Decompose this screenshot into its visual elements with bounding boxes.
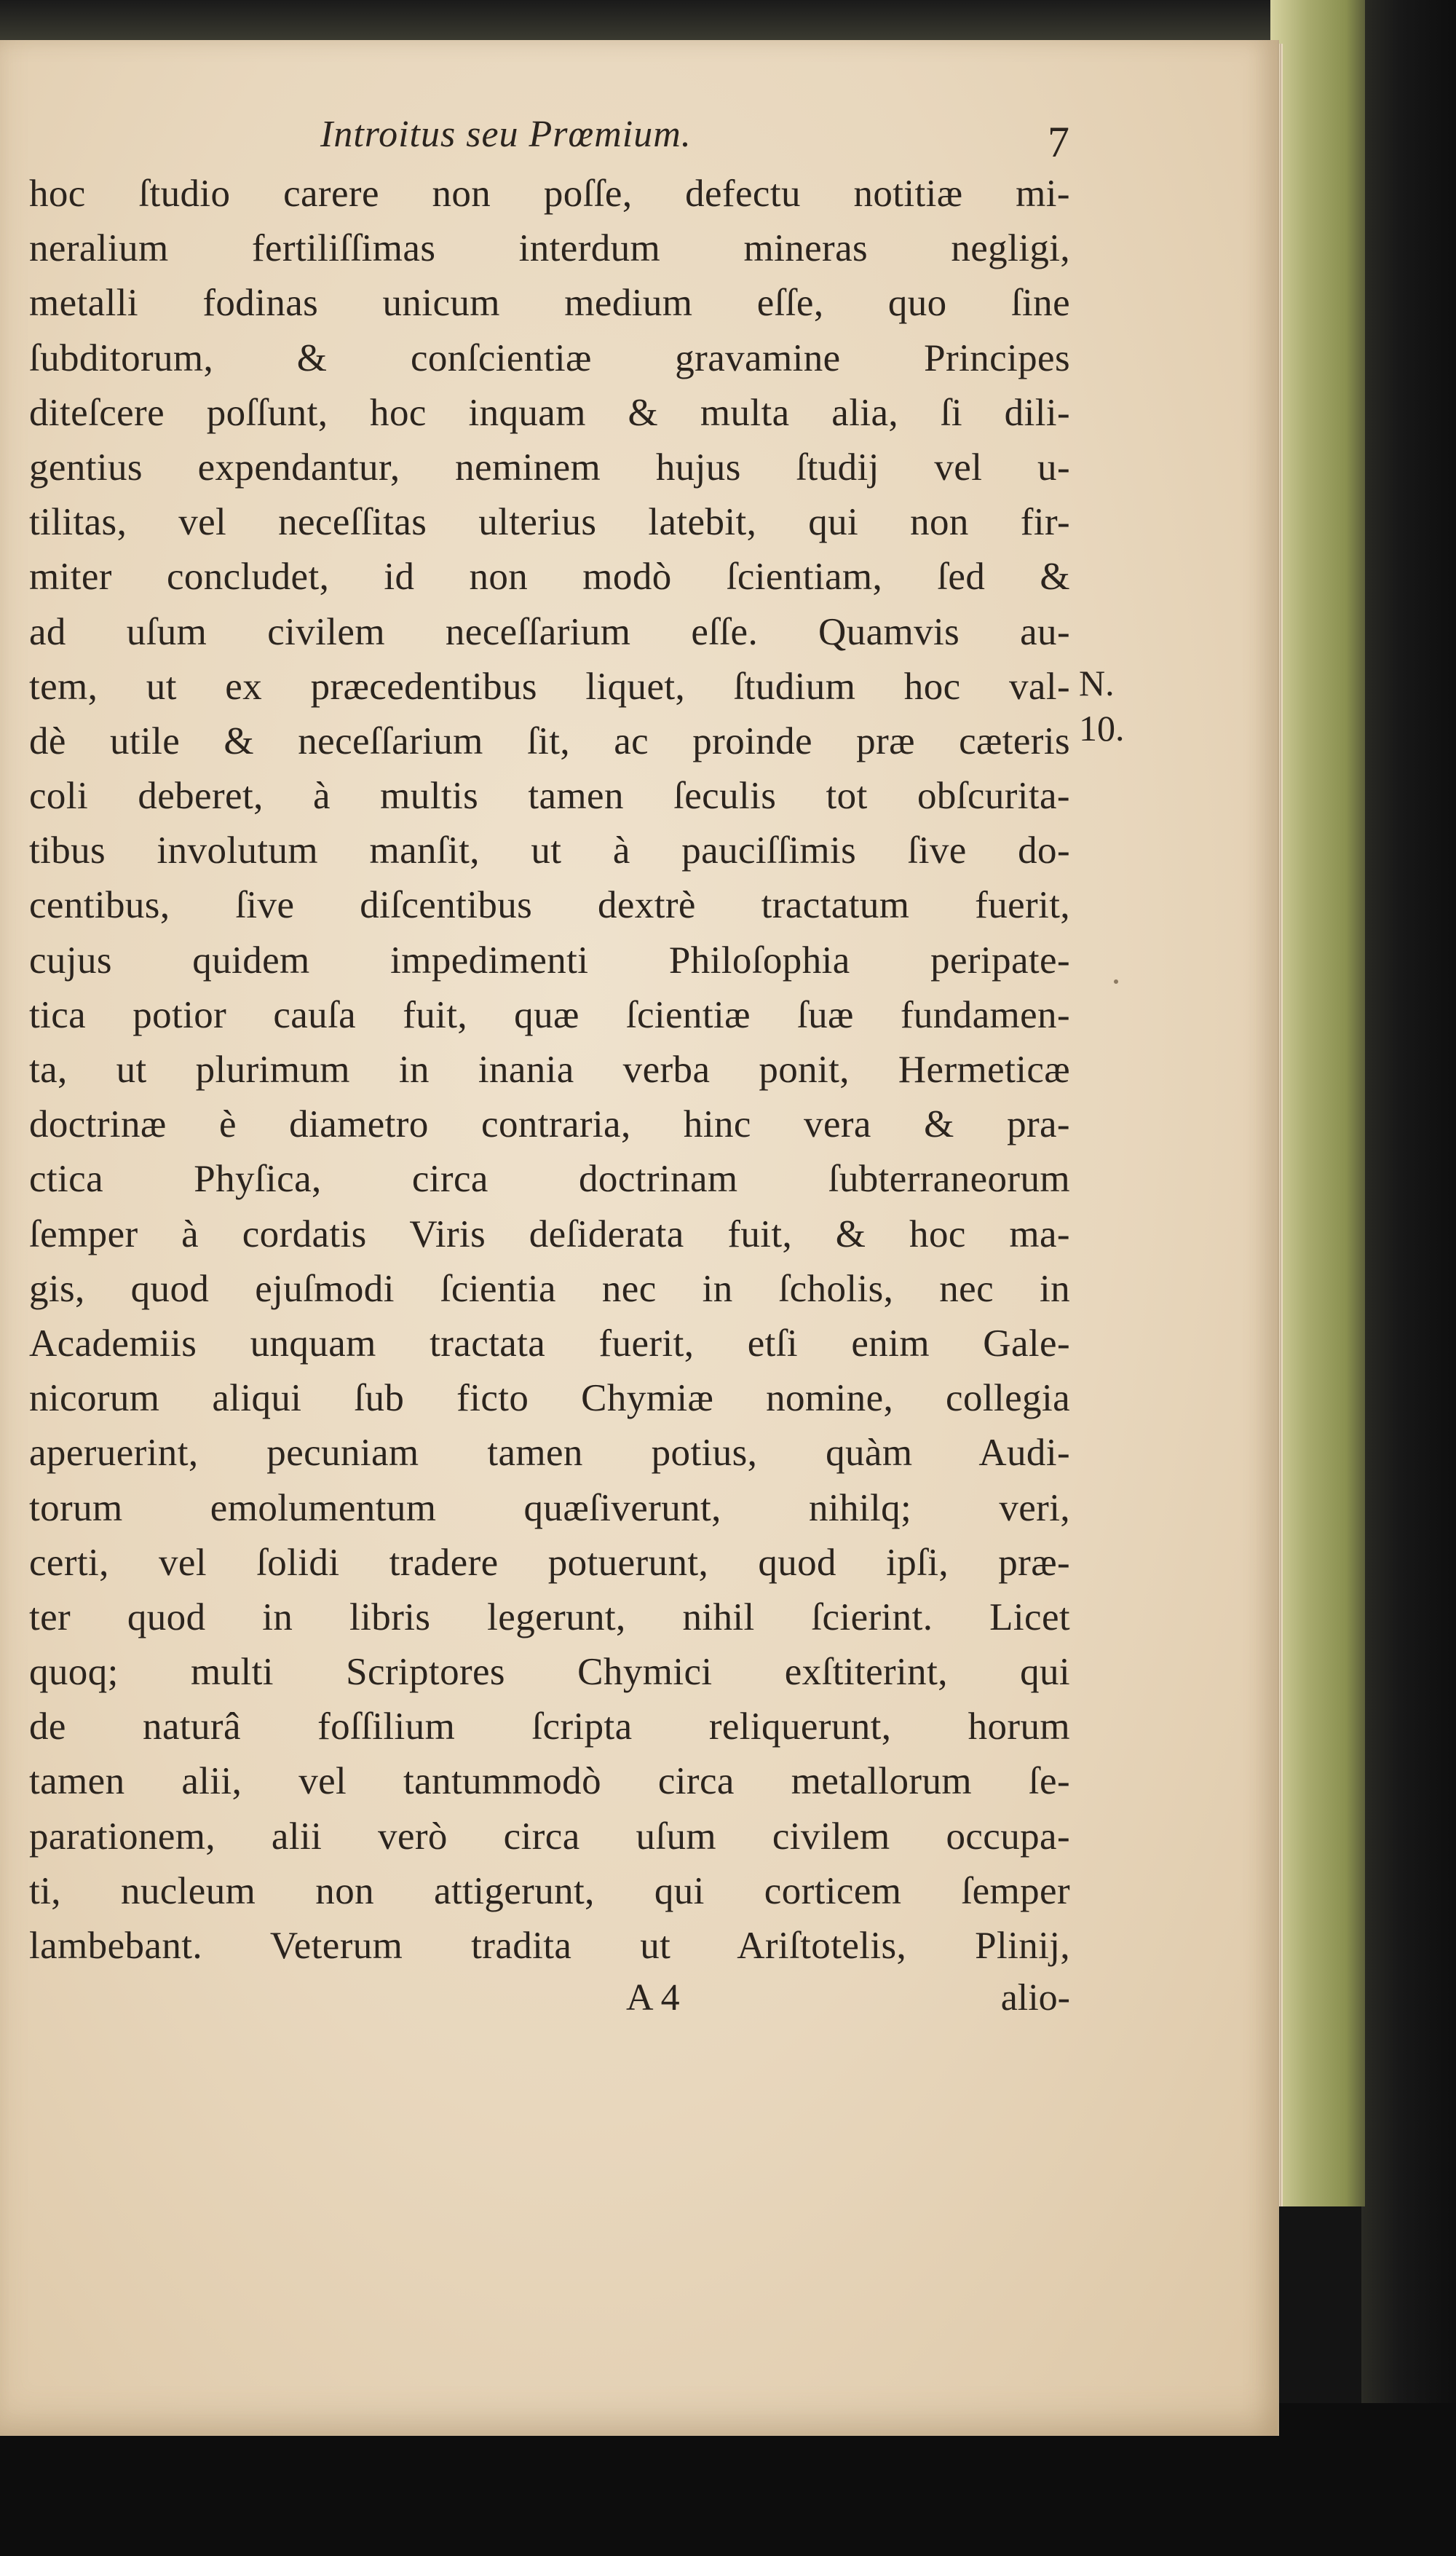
text-line: diteſcere poſſunt, hoc inquam & multa alia, ſi dili- [29, 391, 1070, 434]
text-line: nicorum aliqui ſub ficto Chymiæ nomine, collegia [29, 1377, 1070, 1420]
page-footer [29, 1973, 1070, 2024]
text-line: tica potior cauſa fuit, quæ ſcientiæ ſuæ fundamen- [29, 993, 1070, 1036]
text-line: miter concludet, id non modò ſcientiam, ſed & [29, 556, 1070, 599]
text-line: hoc ſtudio carere non poſſe, defectu notitiæ mi- [29, 173, 1070, 215]
text-line: ta, ut plurimum in inania verba ponit, Hermeticæ [29, 1049, 1070, 1091]
running-head [29, 113, 1070, 167]
text-line: Academiis unquam tractata fuerit, etſi enim Gale- [29, 1322, 1070, 1365]
text-line: lambebant. Veterum tradita ut Ariſtotelis, Plinij, [29, 1925, 1070, 1967]
book-page [0, 40, 1279, 2436]
text-line: ter quod in libris legerunt, nihil ſcierint. Licet [29, 1595, 1070, 1638]
text-block [29, 113, 1070, 2024]
text-line: de naturâ foſſilium ſcripta reliquerunt, horum [29, 1705, 1070, 1748]
text-line: doctrinæ è diametro contraria, hinc vera & pra- [29, 1103, 1070, 1146]
body-text [29, 167, 1070, 1973]
book-binding [1270, 0, 1365, 2206]
text-line: ſubditorum, & conſcientiæ gravamine Principes [29, 336, 1070, 379]
text-line: certi, vel ſolidi tradere potuerunt, quod ipſi, præ- [29, 1541, 1070, 1584]
margin-note-line: 10. [1079, 708, 1125, 749]
text-line: coli deberet, à multis tamen ſeculis tot obſcurita- [29, 775, 1070, 818]
text-line: cujus quidem impedimenti Philoſophia peripate- [29, 939, 1070, 982]
text-line: gentius expendantur, neminem hujus ſtudij vel u- [29, 446, 1070, 489]
text-line: centibus, ſive diſcentibus dextrè tractatum fuerit, [29, 884, 1070, 927]
text-line: quoq; multi Scriptores Chymici exſtiterint, qui [29, 1651, 1070, 1694]
ink-speck [1114, 979, 1118, 984]
text-line: aperuerint, pecuniam tamen potius, quàm Audi- [29, 1432, 1070, 1475]
margin-note [1079, 660, 1125, 751]
text-line: tamen alii, vel tantummodò circa metallorum ſe- [29, 1760, 1070, 1803]
text-line: torum emolumentum quæſiverunt, nihilq; veri, [29, 1486, 1070, 1529]
text-line: ſemper à cordatis Viris deſiderata fuit, & hoc ma- [29, 1212, 1070, 1255]
text-line: metalli fodinas unicum medium eſſe, quo ſine [29, 282, 1070, 325]
running-head-title: Introitus seu Prœmium. [320, 114, 692, 155]
text-line: neralium fertiliſſimas interdum mineras negligi, [29, 227, 1070, 270]
text-line: parationem, alii verò circa uſum civilem occupa- [29, 1815, 1070, 1858]
page-number: 7 [1048, 118, 1070, 166]
text-line: tem, ut ex præcedentibus liquet, ſtudium hoc val- [29, 665, 1070, 708]
margin-note-line: N. [1079, 663, 1115, 703]
text-line: tibus involutum manſit, ut à pauciſſimis ſive do- [29, 829, 1070, 872]
text-line: gis, quod ejuſmodi ſcientia nec in ſcholis, nec in [29, 1267, 1070, 1310]
signature-mark: A 4 [626, 1977, 680, 2019]
text-line: dè utile & neceſſarium ſit, ac proinde præ cæteris [29, 719, 1070, 762]
text-line: ctica Phyſica, circa doctrinam ſubterraneorum [29, 1158, 1070, 1201]
text-line: ad uſum civilem neceſſarium eſſe. Quamvis au- [29, 610, 1070, 653]
catchword: alio- [1000, 1977, 1070, 2019]
text-line: tilitas, vel neceſſitas ulterius latebit, qui non fir- [29, 501, 1070, 544]
text-line: ti, nucleum non attigerunt, qui corticem ſemper [29, 1869, 1070, 1912]
book-cover-board [1361, 0, 1456, 2556]
